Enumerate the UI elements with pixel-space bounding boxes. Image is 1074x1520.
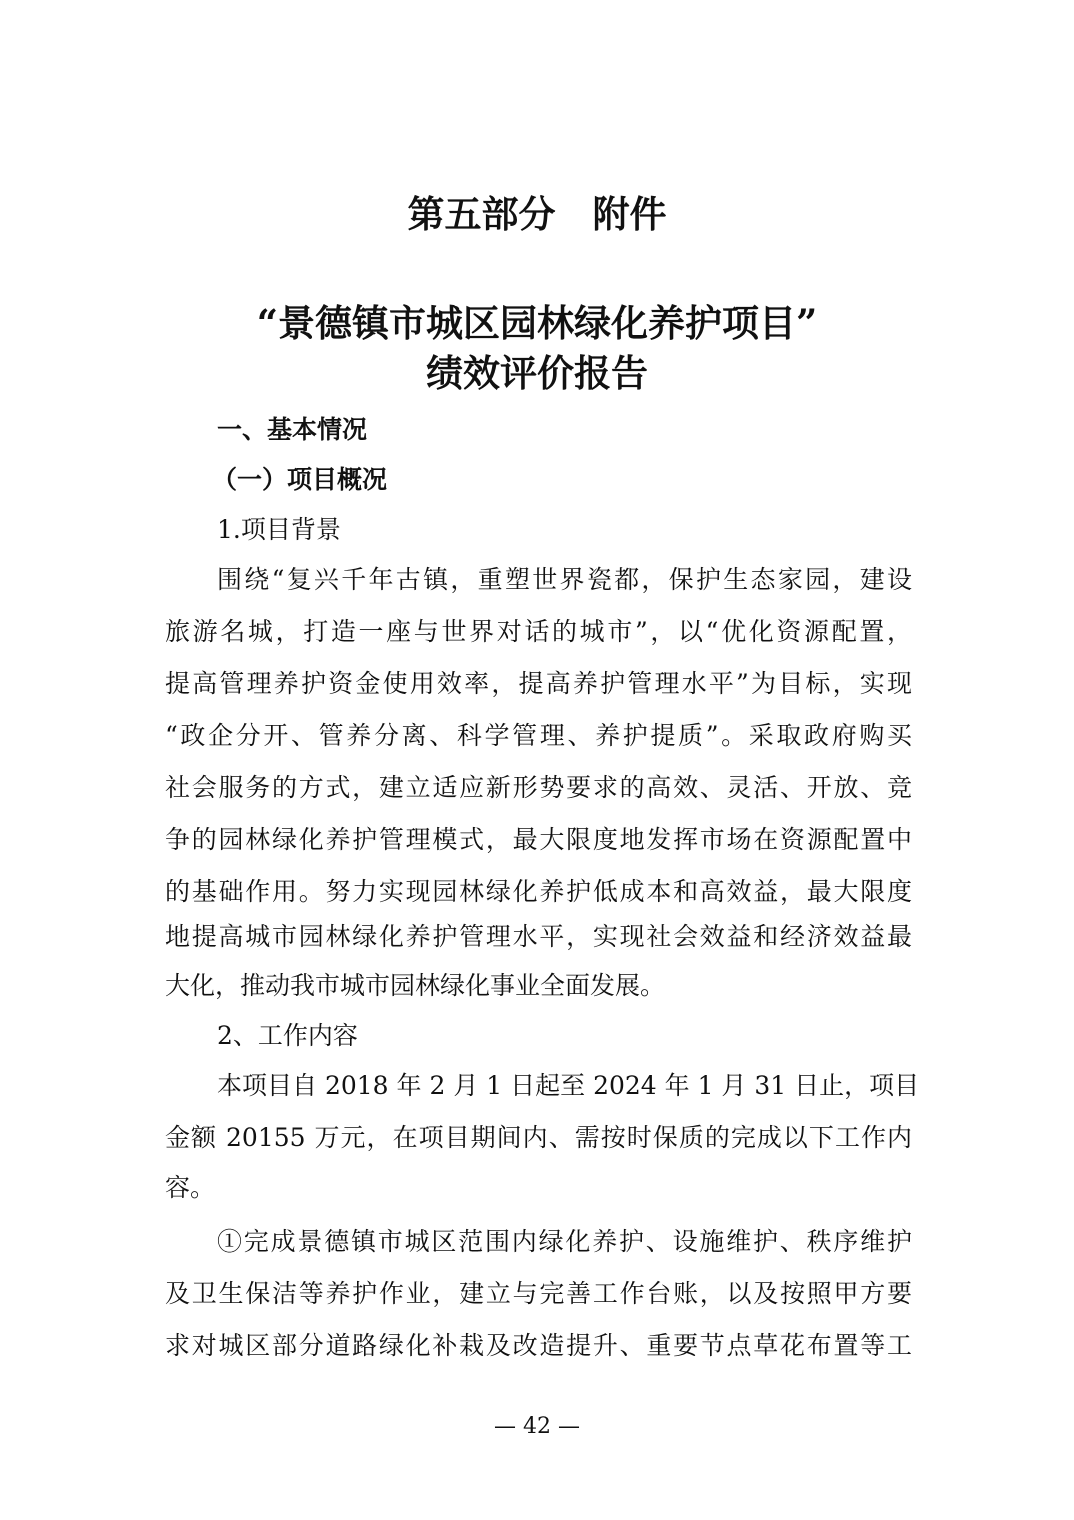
paragraph-line: 地提高城市园林绿化养护管理水平，实现社会效益和经济效益最 [165, 922, 912, 951]
heading-project-overview: （一）项目概况 [212, 465, 388, 494]
paragraph-line: 提高管理养护资金使用效率，提高养护管理水平”为目标，实现 [165, 669, 912, 698]
paragraph-line: 围绕“复兴千年古镇，重塑世界瓷都，保护生态家园，建设 [217, 565, 912, 594]
heading-basic-situation: 一、基本情况 [217, 415, 368, 444]
paragraph-line: 大化，推动我市城市园林绿化事业全面发展。 [165, 971, 666, 1000]
paragraph-line: 金额 20155 万元，在项目期间内、需按时保质的完成以下工作内 [165, 1123, 912, 1152]
heading-work-content: 2、工作内容 [217, 1021, 358, 1050]
page-number: — 42 — [494, 1414, 580, 1439]
paragraph-line: ①完成景德镇市城区范围内绿化养护、设施维护、秩序维护 [217, 1227, 912, 1256]
paragraph-line: 的基础作用。努力实现园林绿化养护低成本和高效益，最大限度 [165, 877, 912, 906]
paragraph-line: 求对城区部分道路绿化补栽及改造提升、重要节点草花布置等工 [165, 1331, 912, 1360]
heading-project-background: 1.项目背景 [217, 515, 341, 544]
paragraph-line: 社会服务的方式，建立适应新形势要求的高效、灵活、开放、竞 [165, 773, 912, 802]
section-title: 第五部分 附件 [407, 192, 667, 236]
paragraph-line: 及卫生保洁等养护作业，建立与完善工作台账，以及按照甲方要 [165, 1279, 912, 1308]
report-title-line2: 绩效评价报告 [426, 351, 648, 395]
paragraph-line: 容。 [165, 1173, 216, 1202]
paragraph-line: 本项目自 2018 年 2 月 1 日起至 2024 年 1 月 31 日止，项目 [217, 1071, 920, 1100]
paragraph-line: “政企分开、管养分离、科学管理、养护提质”。采取政府购买 [165, 721, 912, 750]
report-title-line1: “景德镇市城区园林绿化养护项目” [256, 301, 818, 345]
paragraph-line: 争的园林绿化养护管理模式，最大限度地发挥市场在资源配置中 [165, 825, 912, 854]
paragraph-line: 旅游名城，打造一座与世界对话的城市”，以“优化资源配置， [165, 617, 912, 646]
